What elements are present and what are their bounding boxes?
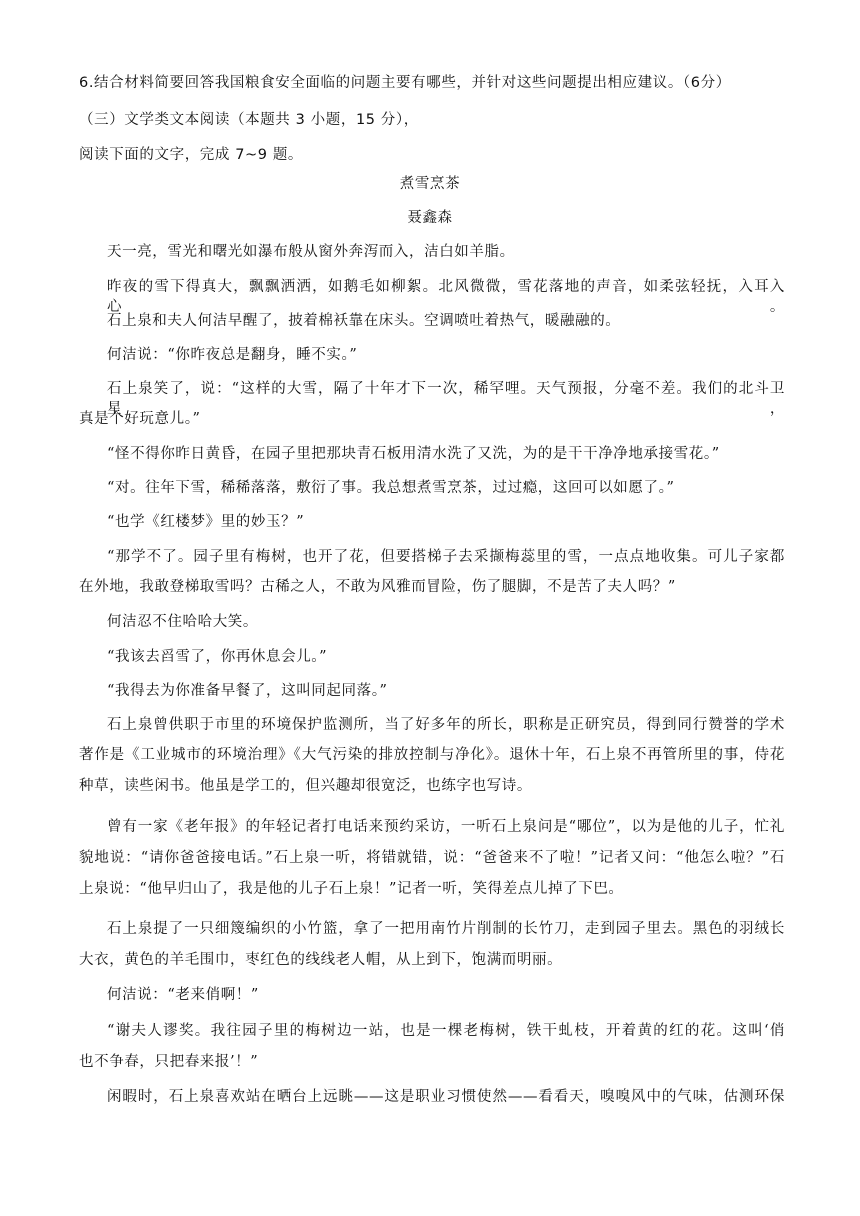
story-line: 曾有一家《老年报》的年轻记者打电话来预约采访，一听石上泉问是“哪位”，以为是他的儿子，忙礼	[107, 819, 785, 835]
story-author: 聂鑫森	[407, 210, 453, 226]
story-title: 煮雪烹茶	[399, 176, 461, 192]
story-line: 著作是《工业城市的环境治理》《大气污染的排放控制与净化》。退休十年，石上泉不再管所里的事，侍花	[79, 747, 785, 763]
story-line: 石上泉曾供职于市里的环境保护监测所，当了好多年的所长，职称是正研究员，得到同行赞誉的学术	[107, 717, 785, 733]
story-line: 何洁说：“你昨夜总是翻身，睡不实。”	[107, 347, 358, 363]
story-line: 在外地，我敢登梯取雪吗？古稀之人，不敢为风雅而冒险，伤了腿脚，不是苦了夫人吗？”	[79, 579, 676, 595]
story-line: 昨夜的雪下得真大，飘飘洒洒，如鹅毛如柳絮。北风微微，雪花落地的声音，如柔弦轻抚，入耳入心。	[107, 279, 785, 315]
story-line: “那学不了。园子里有梅树，也开了花，但要搭梯子去采撷梅蕊里的雪，一点点地收集。可儿子家都	[107, 549, 785, 565]
section-3-header: （三）文学类文本阅读（本题共 3 小题，15 分），	[79, 112, 419, 128]
story-line: 石上泉提了一只细篾编织的小竹篮，拿了一把用南竹片削制的长竹刀，走到园子里去。黑色的羽绒长	[107, 921, 785, 937]
question-6: 6.结合材料简要回答我国粮食安全面临的问题主要有哪些，并针对这些问题提出相应建议。（6分）	[79, 75, 731, 91]
story-line: 何洁忍不住哈哈大笑。	[107, 614, 258, 630]
story-line: 真是个好玩意儿。”	[79, 411, 201, 427]
story-line: 种草，读些闲书。他虽是学工的，但兴趣却很宽泛，也练字也写诗。	[79, 778, 532, 794]
reading-instruction: 阅读下面的文字，完成 7~9 题。	[79, 147, 304, 163]
story-line: “也学《红楼梦》里的妙玉？”	[107, 514, 305, 530]
story-line: 上泉说：“他早归山了，我是他的儿子石上泉！”记者一听，笑得差点儿掉了下巴。	[79, 881, 624, 897]
story-line: “怪不得你昨日黄昏，在园子里把那块青石板用清水洗了又洗，为的是干干净净地承接雪花。”	[107, 446, 720, 462]
story-line: 也不争春，只把春来报’！”	[79, 1054, 259, 1070]
story-line: “谢夫人谬奖。我往园子里的梅树边一站，也是一棵老梅树，铁干虬枝，开着黄的红的花。这叫‘俏	[107, 1023, 785, 1039]
story-line: 大衣，黄色的羊毛围巾，枣红色的线线老人帽，从上到下，饱满而明丽。	[79, 952, 563, 968]
story-line: 貌地说：“请你爸爸接电话。”石上泉一听，将错就错，说：“爸爸来不了啦！”记者又问：“他怎么啦？”石	[79, 850, 785, 866]
story-line: “对。往年下雪，稀稀落落，敷衍了事。我总想煮雪烹茶，过过瘾，这回可以如愿了。”	[107, 480, 675, 496]
story-line: “我该去舀雪了，你再休息会儿。”	[107, 649, 328, 665]
story-line: 石上泉和夫人何洁早醒了，披着棉袄靠在床头。空调喷吐着热气，暖融融的。	[107, 313, 621, 329]
story-line: 石上泉笑了，说：“这样的大雪，隔了十年才下一次，稀罕哩。天气预报，分毫不差。我们的北斗卫星，	[107, 381, 785, 417]
story-line: 闲暇时，石上泉喜欢站在晒台上远眺——这是职业习惯使然——看看天，嗅嗅风中的气味，估测环保	[107, 1089, 785, 1105]
story-line: 天一亮，雪光和曙光如瀑布般从窗外奔泻而入，洁白如羊脂。	[107, 244, 515, 260]
story-line: “我得去为你准备早餐了，这叫同起同落。”	[107, 683, 388, 699]
story-line: 何洁说：“老来俏啊！”	[107, 987, 259, 1003]
